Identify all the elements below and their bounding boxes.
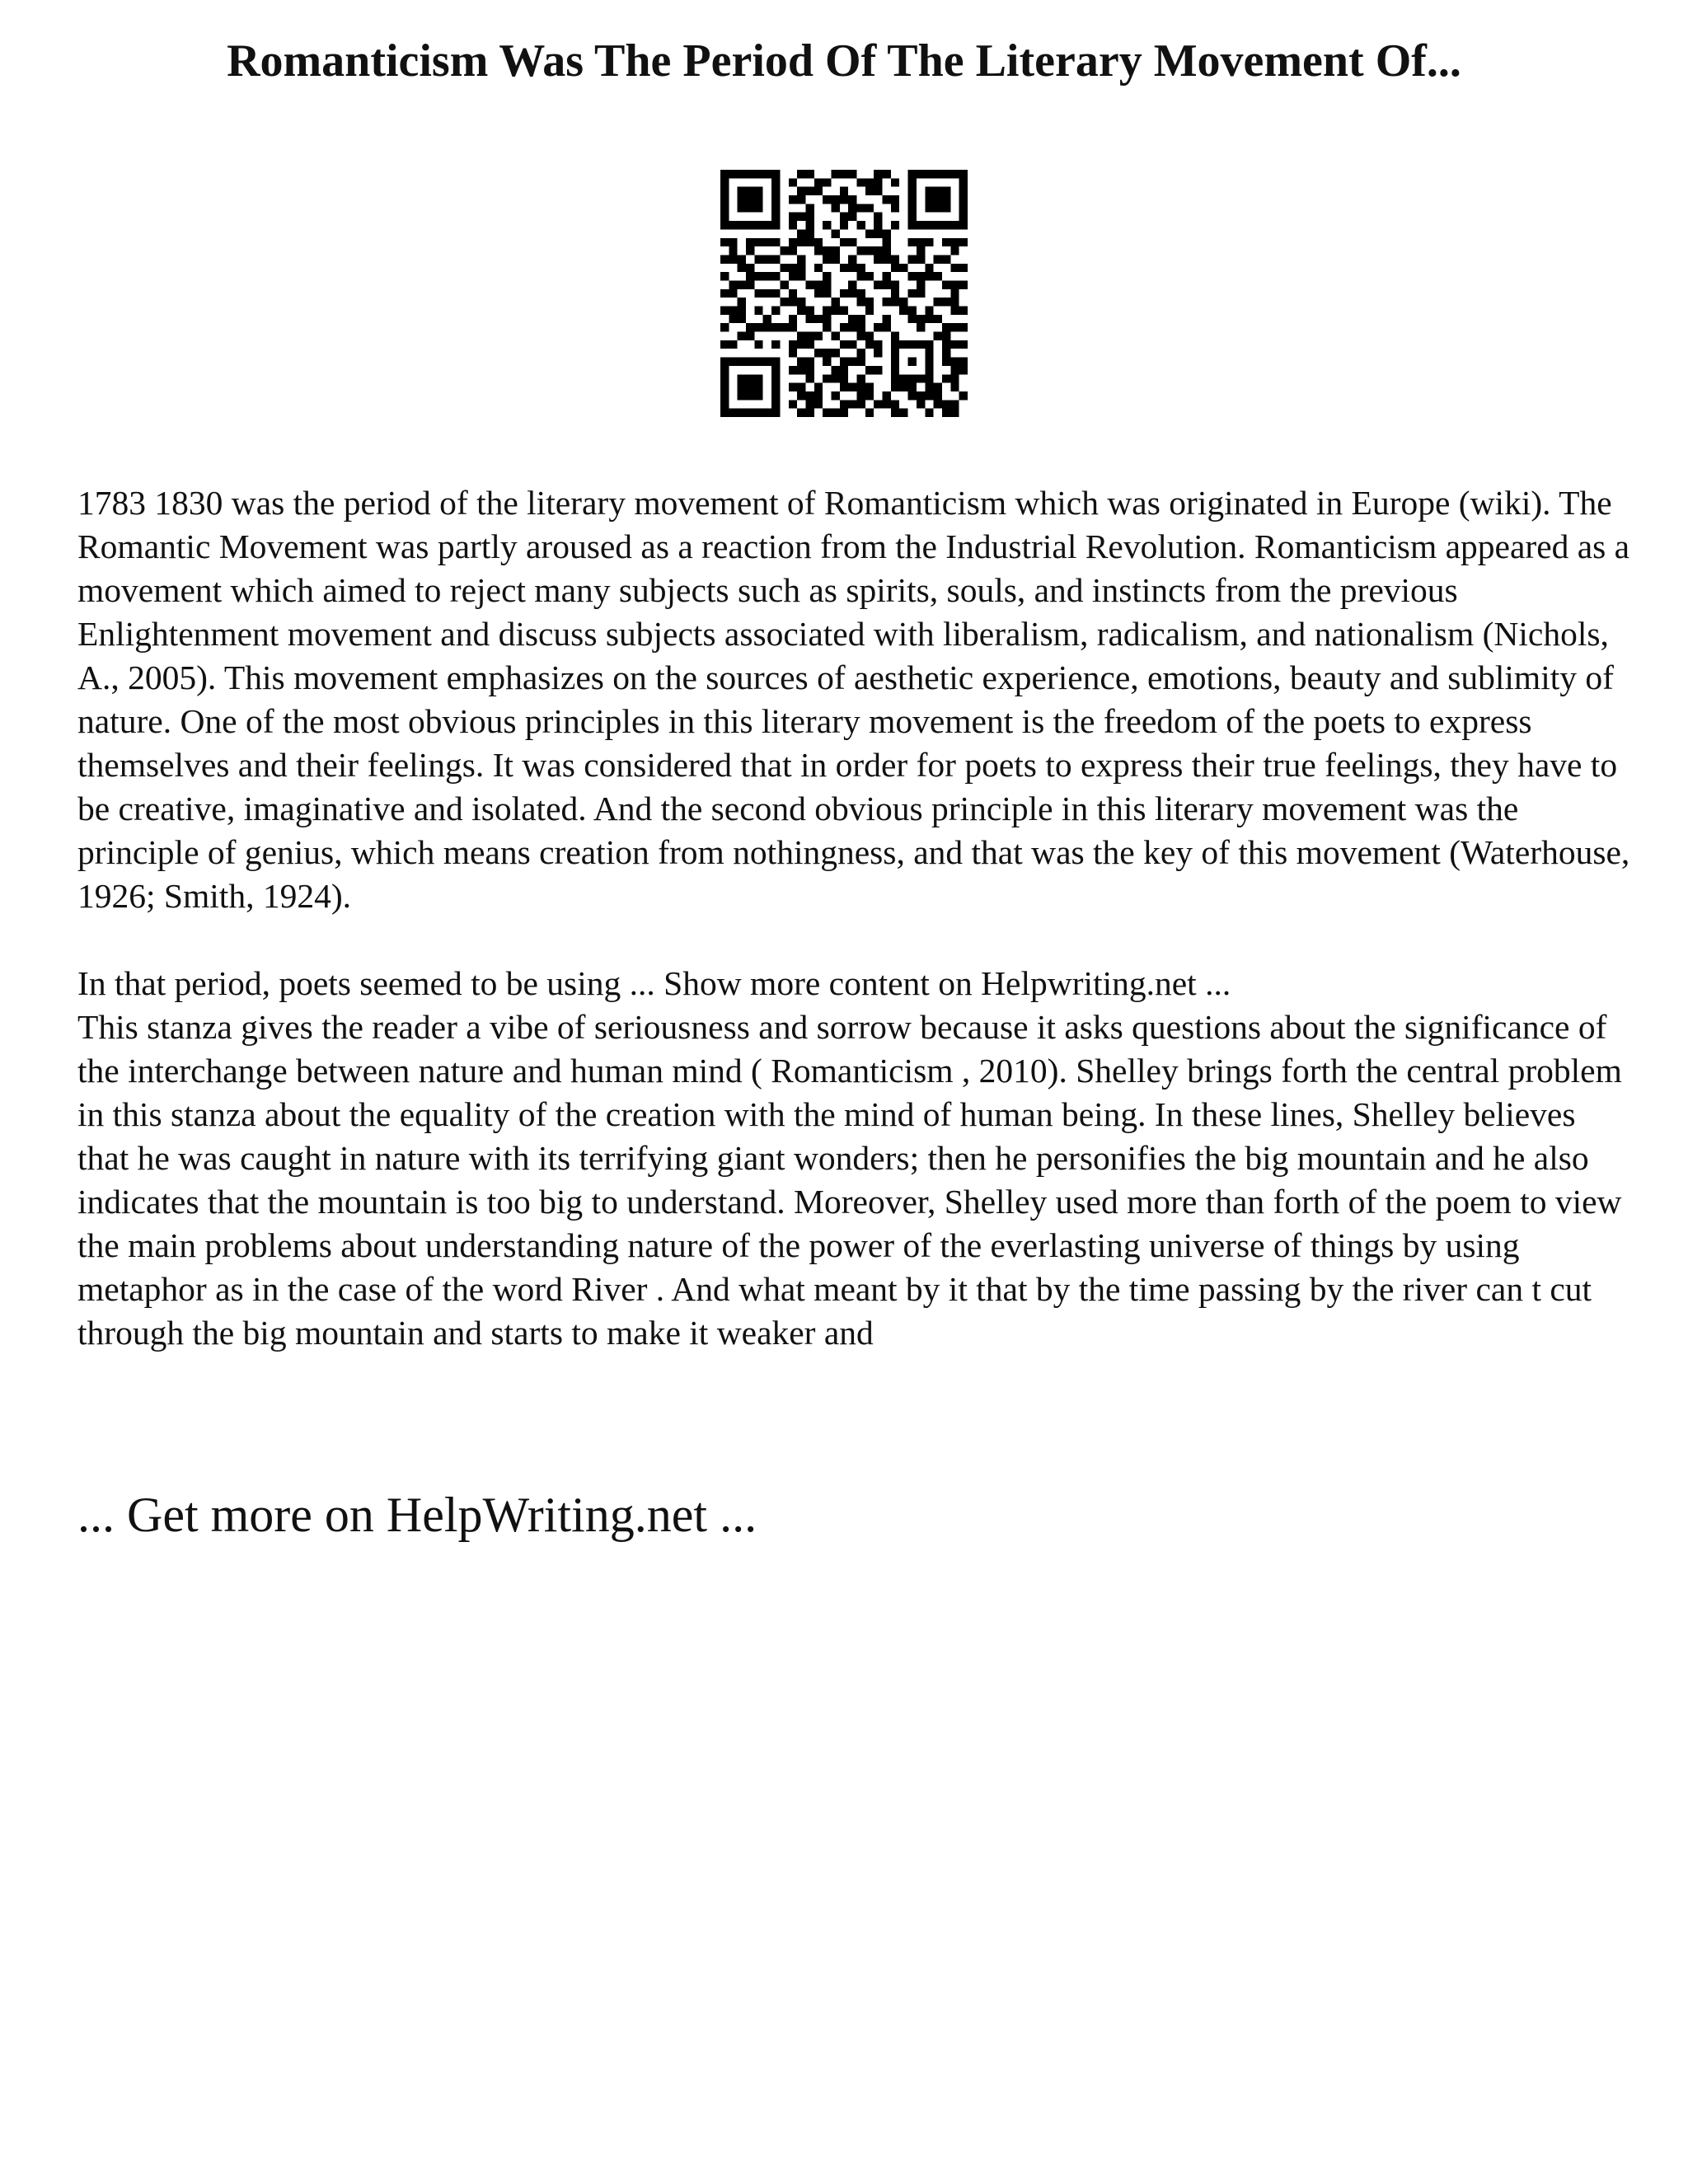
qr-code-icon bbox=[720, 170, 968, 417]
document-title: Romanticism Was The Period Of The Literary Movement Of... bbox=[227, 35, 1461, 87]
paragraph-intro: 1783 1830 was the period of the literary movement of Romanticism which was originated in Europe (wiki). The Romantic Movement was partly aroused as a reaction from the Industrial Revolution. Romanticism appeared as a movement which aimed to reject many subjects such as spirits, souls, and instincts from the previous Enlightenment movement and discuss subjects associated with liberalism, radicalism, and nationalism (Nichols, A., 2005). This movement emphasizes on the sources of aesthetic experience, emotions, beauty and sublimity of nature. One of the most obvious principles in this literary movement is the freedom of the poets to express themselves and their feelings. It was considered that in order for poets to express their true feelings, they have to be creative, imaginative and isolated. And the second obvious principle in this literary movement was the principle of genius, which means creation from nothingness, and that was the key of this movement (Waterhouse, 1926; Smith, 1924). bbox=[77, 484, 1630, 915]
get-more-link[interactable]: ... Get more on HelpWriting.net ... bbox=[77, 1488, 757, 1542]
paragraph-show-more: In that period, poets seemed to be using ... Show more content on Helpwriting.net ... bbox=[77, 964, 1231, 1002]
paragraph-stanza: This stanza gives the reader a vibe of seriousness and sorrow because it asks questions about the significance of the interchange between nature and human mind ( Romanticism , 2010). Shelley brings forth the central problem in this stanza about the equality of the creation with the mind of human being. In these lines, Shelley believes that he was caught in nature with its terrifying giant wonders; then he personifies the big mountain and he also indicates that the mountain is too big to understand. Moreover, Shelley used more than forth of the poem to view the main problems about understanding nature of the power of the everlasting universe of things by using metaphor as in the case of the word River . And what meant by it that by the time passing by the river can t cut through the big mountain and starts to make it weaker and bbox=[77, 1008, 1622, 1352]
document-body bbox=[77, 481, 1635, 1355]
